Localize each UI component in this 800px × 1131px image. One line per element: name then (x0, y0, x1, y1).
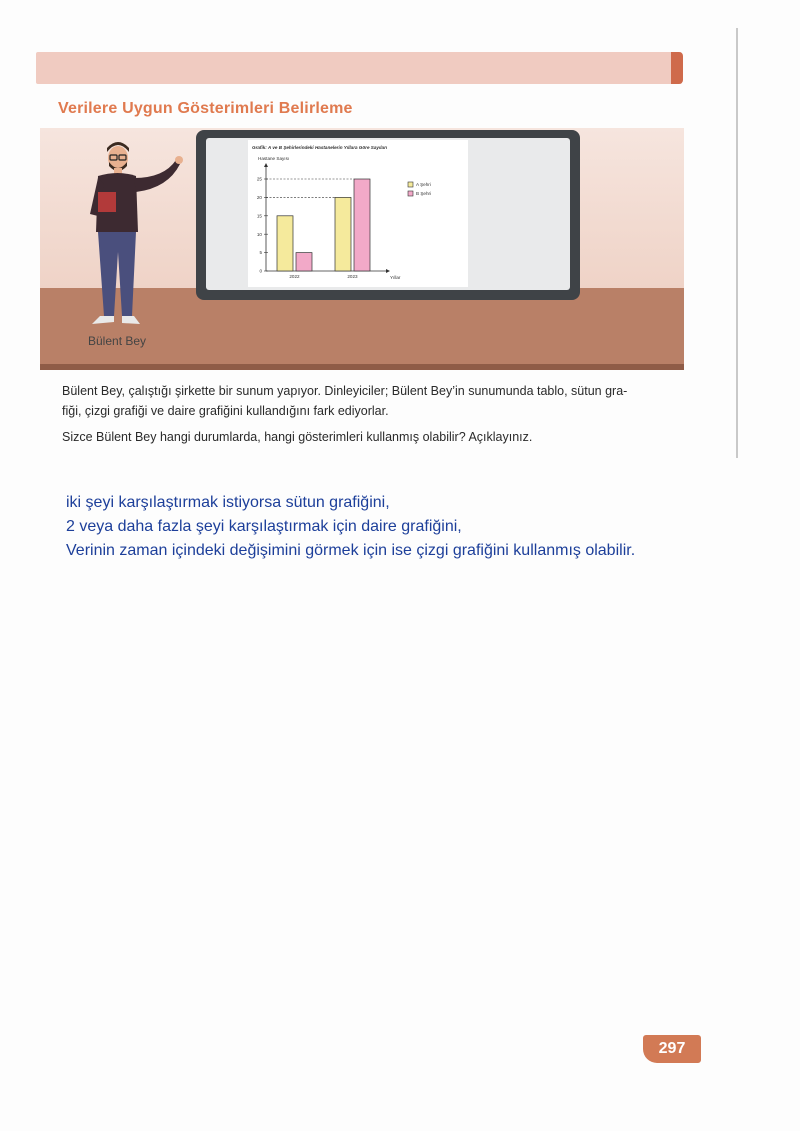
chart-y-tick-label: 0 (259, 268, 262, 274)
chart-y-tick-label: 10 (256, 231, 262, 237)
answer-line-2: 2 veya daha fazla şeyi karşılaştırmak için daire grafiğini, (66, 518, 462, 535)
chart-x-tick-label: 2022 (289, 274, 300, 279)
chart-bar (335, 197, 351, 271)
chart-y-tick-label: 25 (256, 176, 262, 182)
chart-bar (354, 179, 370, 271)
chart-y-tick-label: 20 (256, 195, 262, 200)
scene-floor-edge (40, 364, 684, 370)
page-number-badge: 297 (643, 1035, 701, 1063)
question-text: Sizce Bülent Bey hangi durumlarda, hangi gösterimleri kullanmış olabilir? Açıklayınız. (62, 430, 533, 444)
presentation-scene (40, 128, 684, 370)
chart-legend-swatch (408, 182, 413, 187)
chart-bar (277, 216, 293, 271)
header-band (36, 52, 682, 84)
chart-legend-label: A Şehri (416, 182, 431, 187)
speaker-name-label: Bülent Bey (88, 334, 147, 348)
bar-chart (248, 140, 468, 287)
presenter-illustration (84, 134, 194, 330)
paragraph-line-1: Bülent Bey, çalıştığı şirkette bir sunum yapıyor. Dinleyiciler; Bülent Bey’in sunumunda tablo, sütun gra- (62, 384, 628, 398)
chart-x-axis-label: Yıllar (390, 275, 401, 280)
page-margin-line (736, 28, 738, 458)
chart-bar (296, 253, 312, 271)
answer-line-3: Verinin zaman içindeki değişimini görmek için ise çizgi grafiğini kullanmış olabilir. (66, 542, 636, 559)
chart-y-tick-label: 15 (256, 213, 262, 219)
chart-legend-swatch (408, 191, 413, 196)
chart-y-axis-label: Hastane Sayısı (258, 156, 290, 161)
chart-legend-label: B Şehri (416, 191, 432, 196)
chart-y-axis-arrow (264, 163, 268, 167)
chart-x-axis-arrow (386, 269, 390, 273)
chart-y-tick-label: 5 (259, 250, 262, 256)
presentation-screen (196, 130, 580, 300)
chart-x-tick-label: 2023 (347, 274, 358, 279)
header-band-tab (671, 52, 683, 84)
answer-line-1: iki şeyi karşılaştırmak istiyorsa sütun grafiğini, (66, 494, 390, 511)
chart-card (248, 140, 468, 287)
section-title: Verilere Uygun Gösterimleri Belirleme (58, 100, 353, 117)
chart-title: Grafik: A ve B Şehirlerindeki Hastanelerin Yıllara Göre Sayıları (252, 145, 388, 150)
paragraph-line-2: fiği, çizgi grafiği ve daire grafiğini kullandığını fark ediyorlar. (62, 404, 389, 418)
screen-display (206, 138, 570, 290)
